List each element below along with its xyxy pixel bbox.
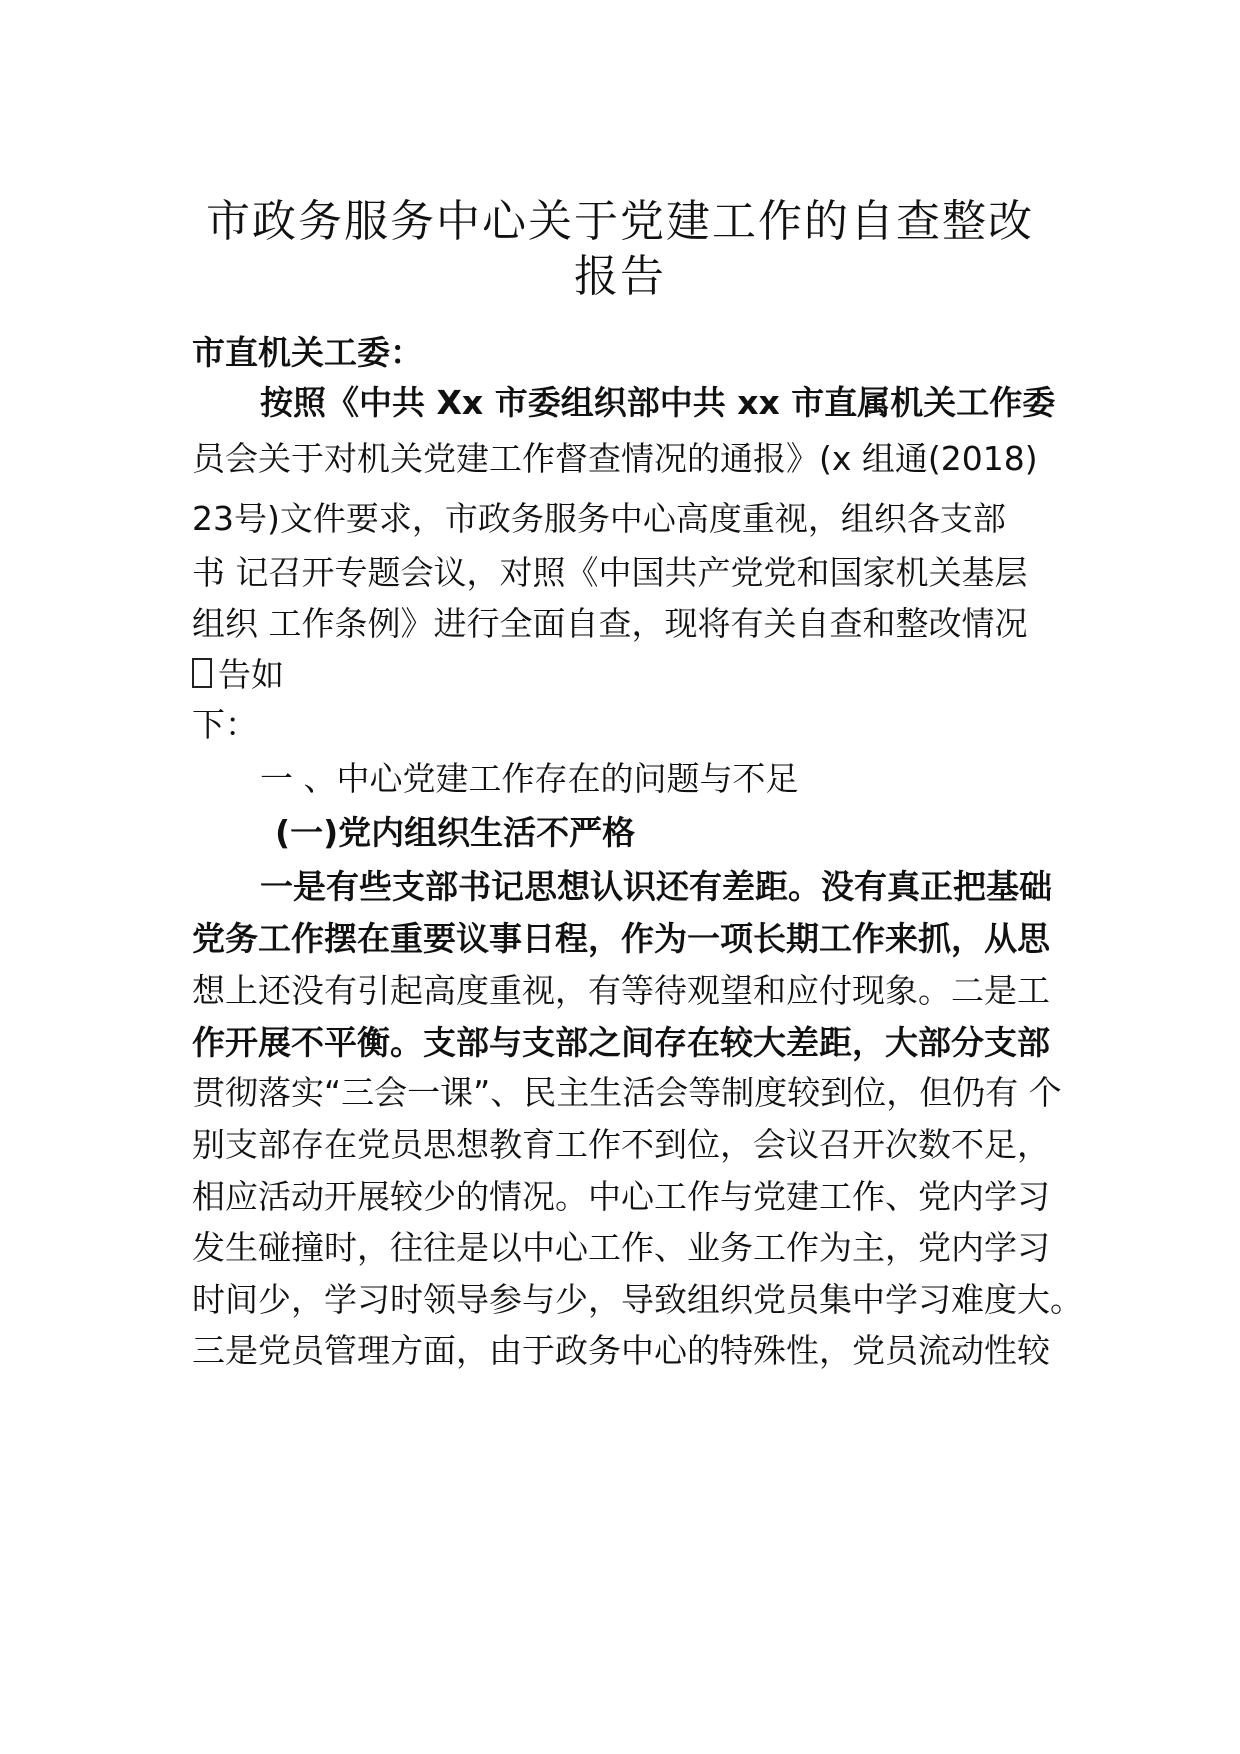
paragraph-line: 书 记召开专题会议，对照《中国共产党党和国家机关基层	[192, 553, 1028, 592]
paragraph-line: 贯彻落实“三会一课”、民主生活会等制度较到位，但仍有 个	[192, 1073, 1062, 1112]
paragraph-line: 一是有些支部书记思想认识还有差距。没有真正把基础	[260, 867, 1052, 906]
paragraph-line: 三是党员管理方面，由于政务中心的特殊性，党员流动性较	[192, 1331, 1050, 1370]
paragraph-line: 相应活动开展较少的情况。中心工作与党建工作、党内学习	[192, 1177, 1050, 1216]
addressee: 市直机关工委：	[192, 333, 423, 372]
paragraph-line	[192, 655, 284, 694]
paragraph-line: 想上还没有引起高度重视，有等待观望和应付现象。二是工	[192, 971, 1050, 1010]
subsection-heading: (一)党内组织生活不严格	[275, 813, 636, 852]
paragraph-line: 员会关于对机关党建工作督查情况的通报》(x 组通(2018)	[192, 439, 1038, 478]
document-title-line-1: 市政务服务中心关于党建工作的自查整改	[206, 196, 1034, 247]
paragraph-line: 下：	[192, 705, 258, 744]
paragraph-line-text: 告如	[218, 655, 284, 694]
document-title-line-2: 报告	[574, 251, 666, 302]
paragraph-line: 别支部存在党员思想教育工作不到位，会议召开次数不足，	[192, 1125, 1050, 1164]
paragraph-line: 组织 工作条例》进行全面自查，现将有关自查和整改情况	[192, 604, 1028, 643]
paragraph-line: 按照《中共 Xx 市委组织部中共 xx 市直属机关工作委	[260, 383, 1056, 422]
paragraph-line: 时间少，学习时领导参与少，导致组织党员集中学习难度大。	[192, 1280, 1083, 1319]
paragraph-line: 23号)文件要求，市政务服务中心高度重视，组织各支部	[192, 499, 1006, 538]
paragraph-line: 发生碰撞时，往往是以中心工作、业务工作为主，党内学习	[192, 1228, 1050, 1267]
section-heading: 一 、中心党建工作存在的问题与不足	[260, 759, 799, 798]
paragraph-line: 作开展不平衡。支部与支部之间存在较大差距，大部分支部	[192, 1023, 1050, 1062]
missing-glyph-box	[192, 658, 212, 688]
paragraph-line: 党务工作摆在重要议事日程，作为一项长期工作来抓，从思	[192, 919, 1050, 958]
